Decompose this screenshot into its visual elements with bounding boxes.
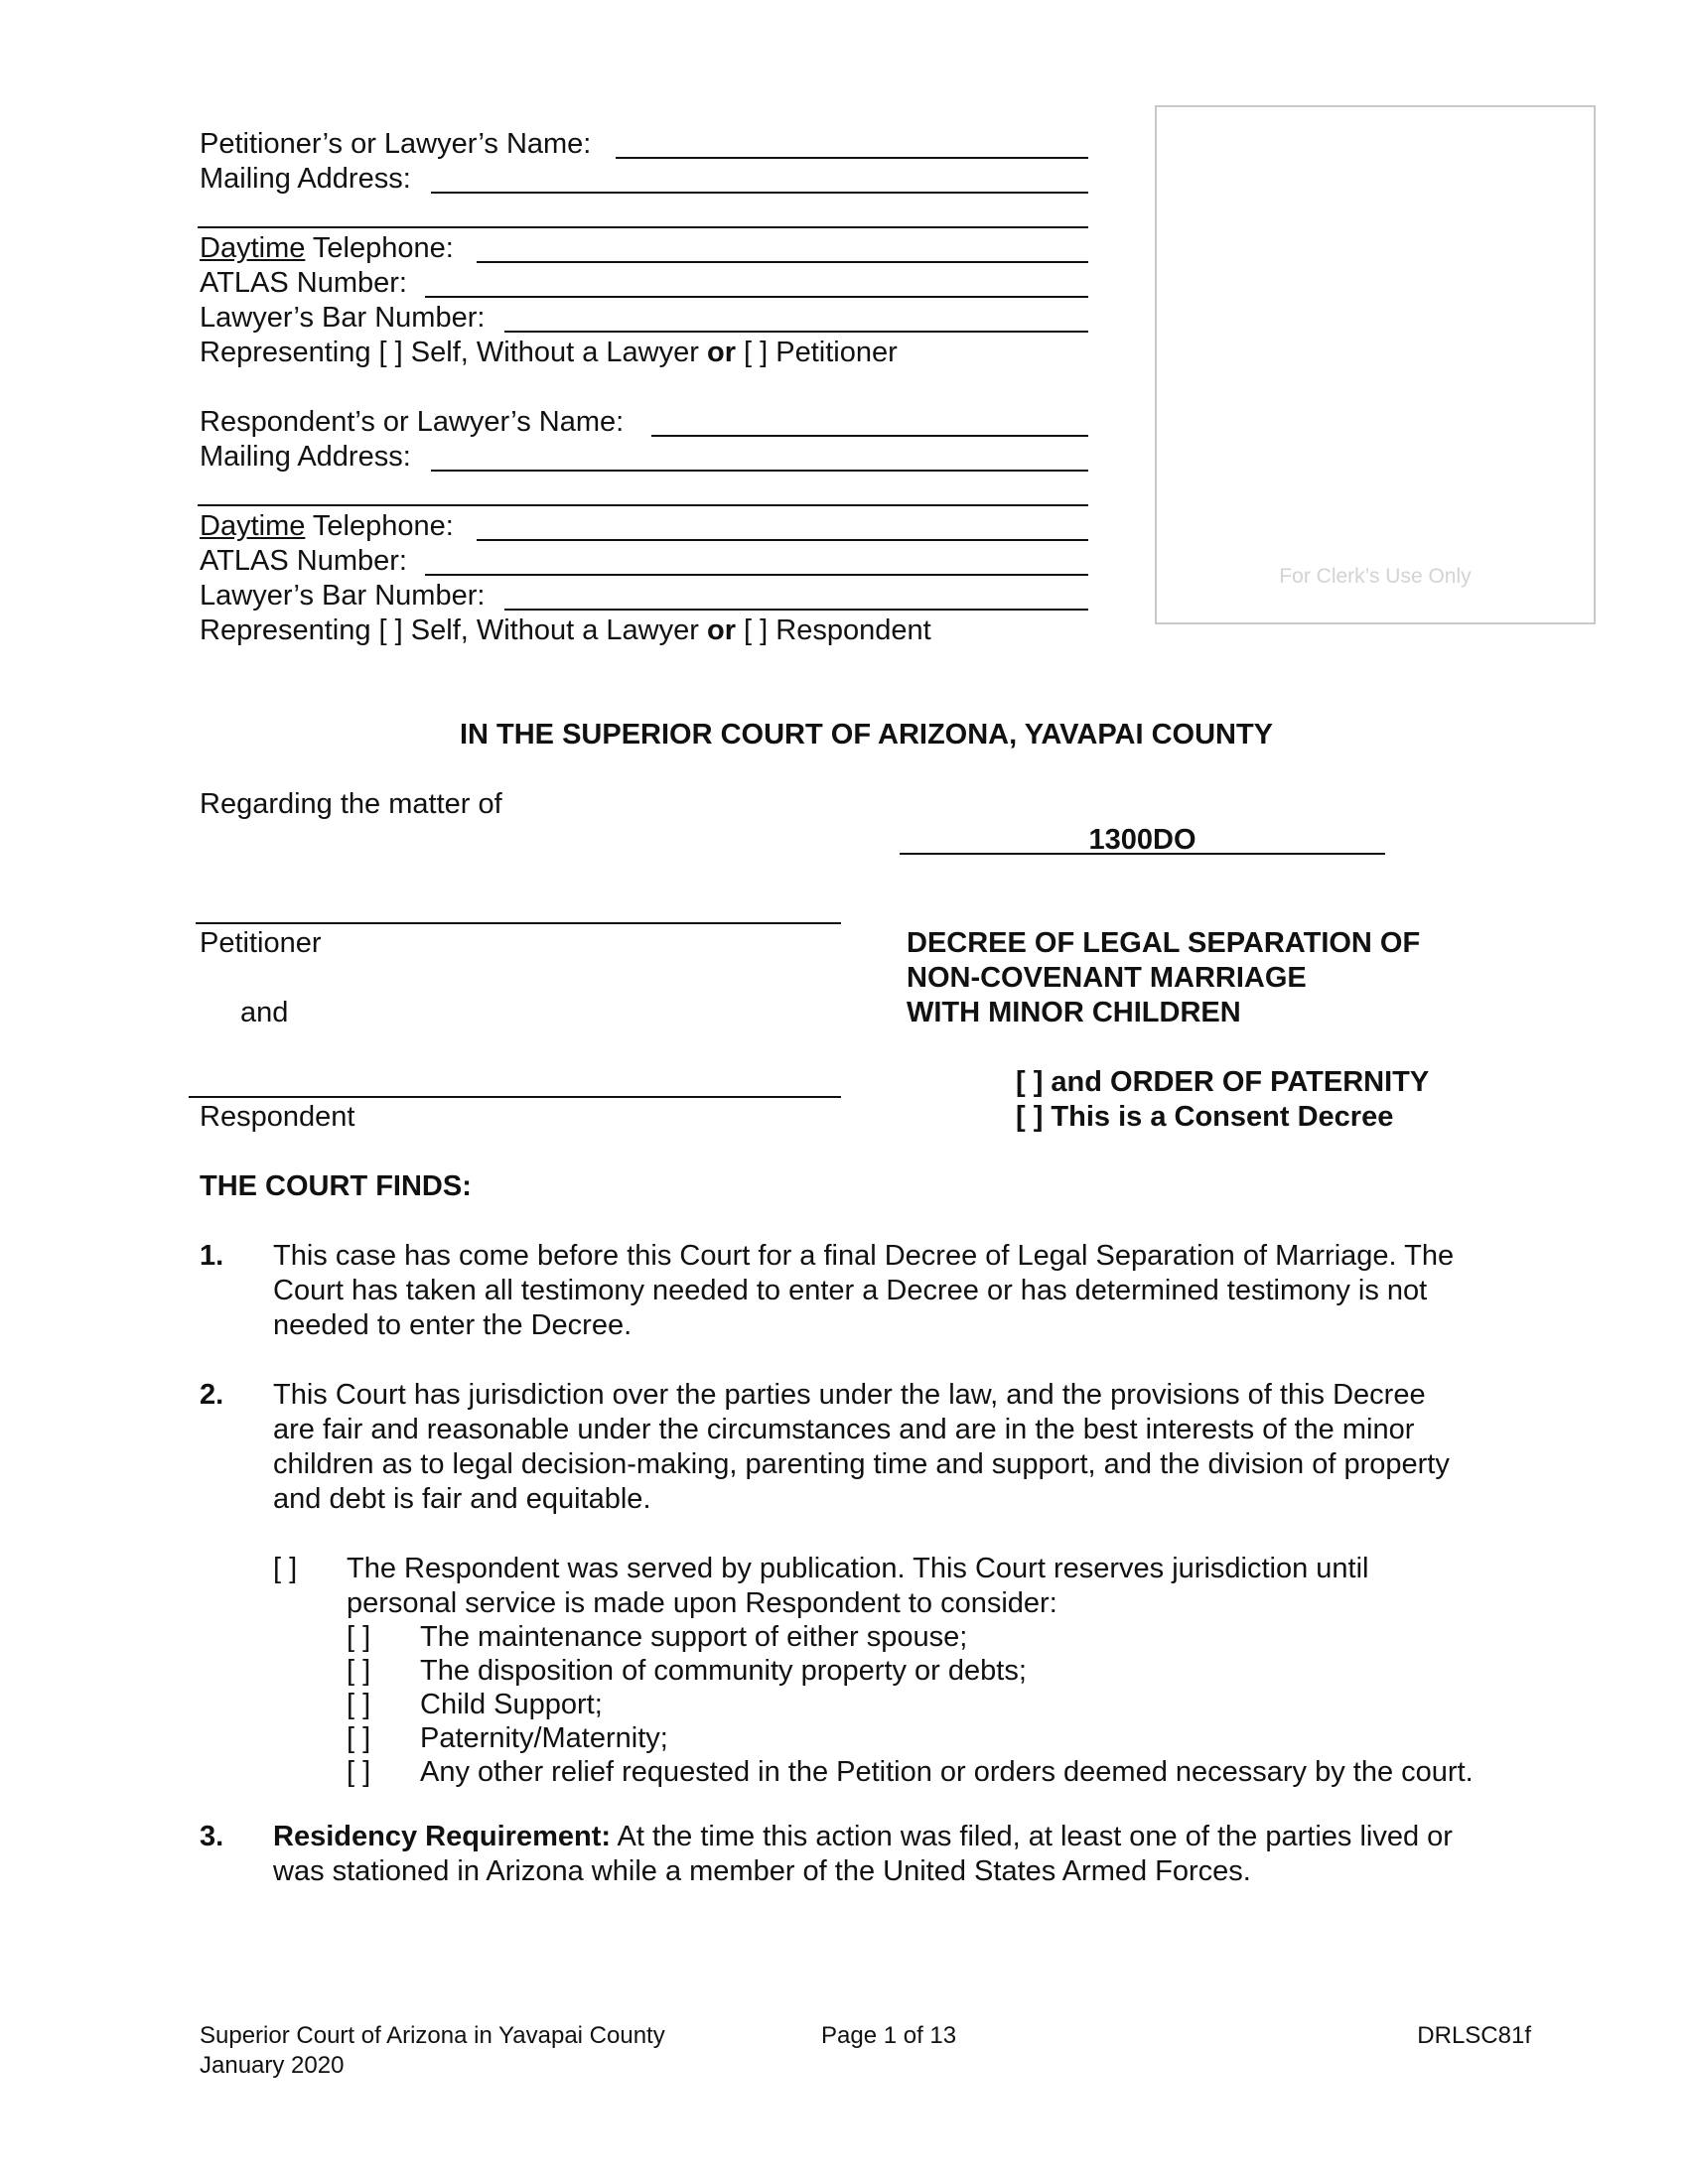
representing-or: or [706,614,736,646]
publication-line: personal service is made upon Respondent to consider: [347,1587,1057,1619]
respondent-mailing-label: Mailing Address: [200,441,411,473]
petitioner-mailing-field-line2[interactable] [198,226,1088,228]
finding-1-line: Court has taken all testimony needed to enter a Decree or has determined testimony is not [273,1275,1428,1306]
petitioner-bar-field[interactable] [504,331,1088,333]
sub-item-child-support[interactable] [347,1688,1474,1721]
respondent-telephone-label [200,509,454,544]
option-consent-decree[interactable]: [ ] This is a Consent Decree [1016,1101,1394,1133]
clerk-use-box [1155,105,1596,624]
footer-page-number: Page 1 of 13 [821,2022,957,2049]
sub-item-text: The disposition of community property or debts; [420,1655,1027,1687]
decree-title-line-2: NON-COVENANT MARRIAGE [907,962,1307,994]
respondent-bar-field[interactable] [504,609,1088,611]
representing-suffix: [ ] Respondent [735,614,931,646]
representing-or: or [706,337,736,368]
finding-2-text [273,1378,1450,1517]
sub-item-other-relief[interactable] [347,1755,1474,1789]
sub-item-checkbox[interactable]: [ ] [347,1621,371,1653]
decree-title-line-1: DECREE OF LEGAL SEPARATION OF [907,927,1421,959]
petitioner-telephone-label [200,231,454,266]
finding-2-line: are fair and reasonable under the circumstances and are in the best interests of the minor [273,1414,1415,1445]
court-title: IN THE SUPERIOR COURT OF ARIZONA, YAVAPAI COUNTY [459,719,1274,751]
and-label: and [240,997,289,1028]
petitioner-bar-label: Lawyer’s Bar Number: [200,302,486,334]
sub-item-property[interactable] [347,1654,1474,1688]
daytime-word: Daytime [200,232,306,264]
sub-item-checkbox[interactable]: [ ] [347,1722,371,1754]
respondent-atlas-label: ATLAS Number: [200,545,407,577]
sub-item-maintenance[interactable] [347,1620,1474,1654]
publication-text [347,1552,1368,1621]
sub-item-checkbox[interactable]: [ ] [347,1655,371,1687]
publication-line: The Respondent was served by publication. This Court reserves jurisdiction until [347,1553,1369,1584]
respondent-caption-field[interactable] [189,1096,841,1098]
petitioner-name-field[interactable] [616,157,1088,159]
publication-sub-items [347,1620,1474,1789]
petitioner-atlas-field[interactable] [425,296,1088,298]
option-paternity[interactable]: [ ] and ORDER OF PATERNITY [1016,1066,1430,1098]
sub-item-text: Any other relief requested in the Petition or orders deemed necessary by the court. [420,1756,1474,1788]
respondent-caption-label: Respondent [200,1101,355,1133]
footer-form-code: DRLSC81f [1417,2022,1531,2049]
finding-1-number: 1. [200,1240,224,1272]
case-number-line[interactable] [900,853,1385,855]
telephone-word: Telephone: [305,232,454,264]
petitioner-telephone-field[interactable] [477,261,1088,263]
finding-3-line: was stationed in Arizona while a member of the United States Armed Forces. [273,1855,1251,1887]
sub-item-text: Child Support; [420,1689,603,1720]
finding-1-text [273,1239,1454,1343]
petitioner-mailing-label: Mailing Address: [200,163,411,195]
finding-2-line: and debt is fair and equitable. [273,1483,651,1515]
sub-item-text: The maintenance support of either spouse; [420,1621,968,1653]
petitioner-atlas-label: ATLAS Number: [200,267,407,299]
finding-2-line: This Court has jurisdiction over the parties under the law, and the provisions of this Decree [273,1379,1426,1411]
case-number: 1300DO [1088,824,1196,856]
respondent-mailing-field[interactable] [431,470,1088,472]
respondent-name-field[interactable] [651,435,1088,437]
sub-item-text: Paternity/Maternity; [420,1722,668,1754]
sub-item-checkbox[interactable]: [ ] [347,1689,371,1720]
respondent-bar-label: Lawyer’s Bar Number: [200,580,486,612]
clerk-use-label: For Clerk’s Use Only [1279,565,1472,588]
sub-item-paternity[interactable] [347,1721,1474,1755]
petitioner-name-label: Petitioner’s or Lawyer’s Name: [200,128,592,160]
finding-2-line: children as to legal decision-making, parenting time and support, and the division of property [273,1448,1450,1480]
petitioner-caption-field[interactable] [196,922,841,924]
publication-checkbox[interactable]: [ ] [273,1553,298,1584]
footer-court-name: Superior Court of Arizona in Yavapai County [200,2022,665,2049]
respondent-mailing-field-line2[interactable] [198,504,1088,506]
respondent-name-label: Respondent’s or Lawyer’s Name: [200,406,625,438]
finding-2-number: 2. [200,1379,224,1411]
respondent-atlas-field[interactable] [425,574,1088,576]
representing-prefix: Representing [ ] Self, Without a Lawyer [200,337,707,368]
finding-1-line: needed to enter the Decree. [273,1309,633,1341]
finding-3-text [273,1820,1453,1889]
representing-prefix: Representing [ ] Self, Without a Lawyer [200,614,707,646]
decree-title-line-3: WITH MINOR CHILDREN [907,997,1241,1028]
finding-3-line: At the time this action was filed, at least one of the parties lived or [611,1821,1453,1852]
findings-heading: THE COURT FINDS: [200,1170,472,1202]
footer-date: January 2020 [200,2052,345,2079]
finding-3-number: 3. [200,1821,224,1852]
residency-requirement-lead: Residency Requirement: [273,1821,612,1852]
representing-suffix: [ ] Petitioner [735,337,898,368]
daytime-word: Daytime [200,510,306,542]
finding-1-line: This case has come before this Court for a final Decree of Legal Separation of Marriage. The [273,1240,1455,1272]
respondent-representing[interactable] [200,614,931,648]
regarding-label: Regarding the matter of [200,788,502,820]
petitioner-caption-label: Petitioner [200,927,322,959]
sub-item-checkbox[interactable]: [ ] [347,1756,371,1788]
respondent-telephone-field[interactable] [477,539,1088,541]
petitioner-mailing-field[interactable] [431,192,1088,194]
telephone-word: Telephone: [305,510,454,542]
petitioner-representing[interactable] [200,336,898,370]
